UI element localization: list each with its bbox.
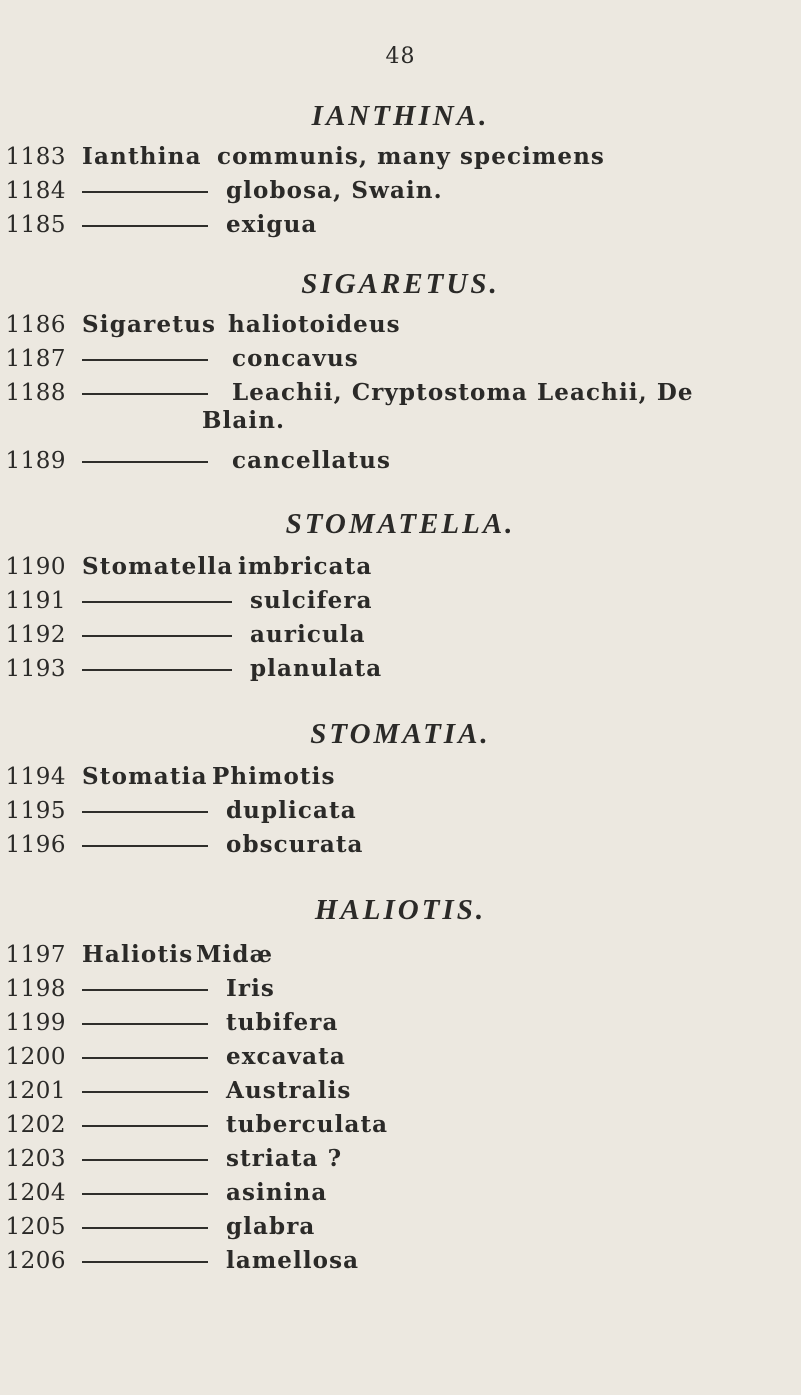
entry-number: 1204 — [5, 1180, 66, 1206]
genus-name: Haliotis — [82, 941, 194, 968]
species-name: tubifera — [226, 1009, 339, 1036]
ditto-dash — [82, 1057, 208, 1059]
species-name: asinina — [226, 1179, 328, 1206]
species-name: Leachii, Cryptostoma Leachii, De — [232, 379, 694, 406]
species-name: lamellosa — [226, 1247, 360, 1274]
species-name: Iris — [226, 975, 275, 1002]
genus-name: Sigaretus — [82, 311, 217, 338]
ditto-dash — [82, 1023, 208, 1025]
section-title-haliotis: HALIOTIS. — [314, 894, 487, 926]
entry-number: 1188 — [5, 380, 66, 406]
species-name: haliotoideus — [228, 311, 401, 338]
species-name: cancellatus — [232, 447, 392, 474]
species-name: exigua — [226, 211, 318, 238]
section-title-sigaretus: SIGARETUS. — [301, 268, 500, 300]
species-name: planulata — [250, 655, 383, 682]
section-title-ianthina: IANTHINA. — [311, 100, 490, 132]
species-name: globosa, Swain. — [226, 177, 443, 204]
species-name: concavus — [232, 345, 359, 372]
entry-number: 1203 — [5, 1146, 66, 1172]
ditto-dash — [82, 1227, 208, 1229]
species-name: Phimotis — [212, 763, 336, 790]
entry-number: 1194 — [5, 764, 66, 790]
species-name: Midæ — [196, 941, 274, 968]
ditto-dash — [82, 1261, 208, 1263]
species-name: communis, many specimens — [217, 143, 605, 170]
entry-number: 1200 — [5, 1044, 66, 1070]
entry-number: 1186 — [5, 312, 66, 338]
entry-number: 1206 — [5, 1248, 66, 1274]
ditto-dash — [82, 461, 208, 463]
species-name: imbricata — [238, 553, 373, 580]
ditto-dash — [82, 1125, 208, 1127]
entry-number: 1185 — [5, 212, 66, 238]
entry-number: 1184 — [5, 178, 66, 204]
species-name: glabra — [226, 1213, 316, 1240]
species-name: sulcifera — [250, 587, 373, 614]
species-name: duplicata — [226, 797, 357, 824]
ditto-dash — [82, 393, 208, 395]
entry-number: 1183 — [5, 144, 66, 170]
entry-number: 1192 — [5, 622, 66, 648]
section-title-stomatella: STOMATELLA. — [285, 508, 516, 540]
entry-number: 1199 — [5, 1010, 66, 1036]
ditto-dash — [82, 1193, 208, 1195]
entry-number: 1197 — [5, 942, 66, 968]
ditto-dash — [82, 989, 208, 991]
entry-number: 1189 — [5, 448, 66, 474]
ditto-dash — [82, 1091, 208, 1093]
ditto-dash — [82, 1159, 208, 1161]
entry-number: 1196 — [5, 832, 66, 858]
species-name: excavata — [226, 1043, 346, 1070]
entry-continuation: Blain. — [202, 407, 286, 434]
ditto-dash — [82, 811, 208, 813]
section-title-stomatia: STOMATIA. — [310, 718, 491, 750]
genus-name: Stomatia — [82, 763, 208, 790]
species-name: auricula — [250, 621, 366, 648]
ditto-dash — [82, 845, 208, 847]
genus-name: Ianthina — [82, 143, 202, 170]
ditto-dash — [82, 601, 232, 603]
entry-number: 1198 — [5, 976, 66, 1002]
entry-number: 1195 — [5, 798, 66, 824]
species-name: Australis — [226, 1077, 352, 1104]
entry-number: 1187 — [5, 346, 66, 372]
species-name: tuberculata — [226, 1111, 389, 1138]
entry-number: 1191 — [5, 588, 66, 614]
entry-number: 1205 — [5, 1214, 66, 1240]
ditto-dash — [82, 359, 208, 361]
page-number: 48 — [385, 44, 416, 69]
entry-number: 1201 — [5, 1078, 66, 1104]
species-name: striata ? — [226, 1145, 343, 1172]
ditto-dash — [82, 225, 208, 227]
ditto-dash — [82, 191, 208, 193]
ditto-dash — [82, 669, 232, 671]
genus-name: Stomatella — [82, 553, 234, 580]
species-name: obscurata — [226, 831, 364, 858]
entry-number: 1193 — [5, 656, 66, 682]
entry-number: 1190 — [5, 554, 66, 580]
ditto-dash — [82, 635, 232, 637]
entry-number: 1202 — [5, 1112, 66, 1138]
